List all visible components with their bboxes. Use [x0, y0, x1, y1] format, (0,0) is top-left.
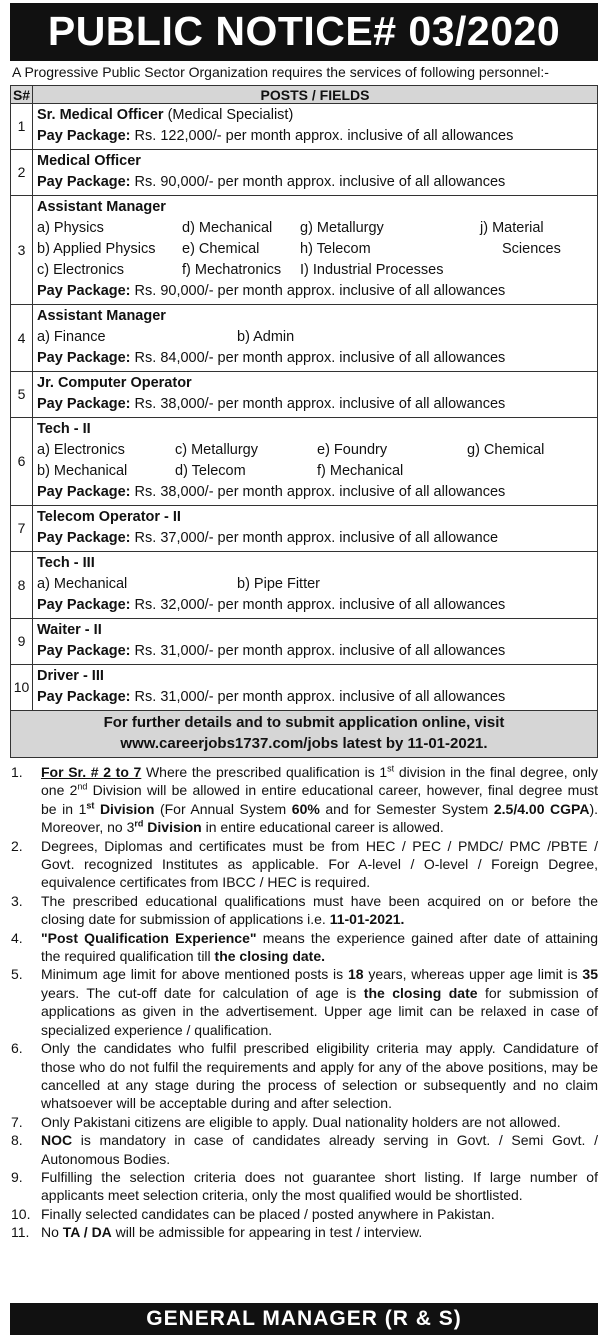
field-list [37, 574, 593, 595]
field-item: f) Mechatronics [182, 262, 282, 278]
pay-package [37, 281, 593, 302]
post-title [37, 105, 593, 126]
pay-label: Pay Package: [37, 530, 131, 546]
post-title: Jr. Computer Operator [37, 375, 192, 391]
intro-text: A Progressive Public Sector Organization requires the services of following personnel:- [12, 64, 549, 80]
post-title: Driver - III [37, 668, 104, 684]
posts-table [10, 85, 598, 758]
note-text: No TA / DA will be admissible for appearing in test / interview. [41, 1224, 423, 1241]
pay-value: Rs. 32,000/- per month approx. inclusive of all allowances [134, 597, 506, 613]
pay-label: Pay Package: [37, 128, 131, 144]
post-spec: (Medical Specialist) [167, 107, 294, 123]
note-text: Degrees, Diplomas and certificates must be from HEC / PEC / PMDC/ PMC /PBTE / Govt. recognized Institutes as applicable. For A-level / O-level / Foreign Degree, equivalence certificates from IBCC / HEC is required. [41, 837, 598, 891]
pay-package [37, 126, 593, 147]
field-list [37, 327, 593, 348]
field-item: c) Metallurgy [175, 442, 258, 458]
note-item [10, 1168, 598, 1205]
field-item: Sciences [502, 241, 561, 257]
row-sn: 8 [11, 552, 33, 619]
field-item: j) Material [480, 220, 544, 236]
pay-label: Pay Package: [37, 484, 131, 500]
note-number: 1. [11, 764, 23, 780]
pay-value: Rs. 31,000/- per month approx. inclusive of all allowances [134, 643, 506, 659]
note-number: 2. [11, 837, 23, 854]
pay-value: Rs. 122,000/- per month approx. inclusive of all allowances [134, 128, 514, 144]
pay-label: Pay Package: [37, 396, 131, 412]
post-title-text: Sr. Medical Officer [37, 107, 164, 123]
post-title: Assistant Manager [37, 308, 166, 324]
pay-package [37, 394, 593, 415]
field-item: g) Chemical [467, 442, 545, 458]
row-sn: 1 [11, 104, 33, 150]
note-number: 8. [11, 1132, 23, 1149]
pay-package [37, 172, 593, 193]
table-row [11, 506, 598, 552]
note-number: 4. [11, 929, 23, 946]
table-row [11, 665, 598, 711]
field-list [37, 218, 593, 281]
pay-label: Pay Package: [37, 283, 131, 299]
note-item [10, 1113, 598, 1131]
table-row [11, 196, 598, 305]
field-item: d) Telecom [175, 463, 246, 479]
pay-package [37, 528, 593, 549]
field-item: e) Chemical [182, 241, 260, 257]
row-sn: 5 [11, 372, 33, 418]
row-sn: 4 [11, 305, 33, 372]
row-sn: 10 [11, 665, 33, 711]
table-header-row [11, 86, 598, 104]
pay-label: Pay Package: [37, 689, 131, 705]
note-text: Minimum age limit for above mentioned posts is 18 years, whereas upper age limit is 35 years. The cut-off date for calculation of age is the closing date for submission of applications as given in the advertisement. Upper age limit can be relaxed in case of specialized experience / qualification. [41, 966, 598, 1038]
note-number: 10. [11, 1205, 31, 1222]
post-title: Tech - II [37, 421, 91, 437]
note-text: For Sr. # 2 to 7 Where the prescribed qualification is 1st division in the final degree, only one 2nd Division will be allowed in entire educational career, however, final degree must be in 1st Division (For Annual System 60% and for Semester System 2.5/4.00 CGPA). Moreover, no 3rd Division in entire educational career is allowed. [41, 763, 599, 836]
note-number: 11. [11, 1224, 30, 1241]
note-number: 5. [11, 966, 23, 983]
note-number: 7. [11, 1113, 23, 1130]
note-text: "Post Qualification Experience" means the experience gained after date of attaining the required qualification till the closing date. [41, 929, 599, 965]
pay-value: Rs. 37,000/- per month approx. inclusive of all allowance [134, 530, 499, 546]
field-item: h) Telecom [300, 241, 371, 257]
post-title: Medical Officer [37, 153, 141, 169]
note-item [10, 1131, 598, 1168]
col-header-sn: S# [11, 86, 33, 104]
pay-label: Pay Package: [37, 174, 131, 190]
field-item: f) Mechanical [317, 463, 404, 479]
note-text: NOC is mandatory in case of candidates already serving in Govt. / Semi Govt. / Autonomous Bodies. [41, 1132, 598, 1167]
notice-title: PUBLIC NOTICE# 03/2020 [10, 3, 598, 61]
pay-value: Rs. 38,000/- per month approx. inclusive of all allowances [134, 484, 506, 500]
notes-list [10, 763, 598, 1242]
notice-page [0, 3, 608, 1335]
table-row [11, 552, 598, 619]
note-text: The prescribed educational qualifications must have been acquired on or before the closing date for submission of applications i.e. 11-01-2021. [41, 892, 598, 928]
table-row [11, 150, 598, 196]
row-sn: 6 [11, 418, 33, 506]
field-item: b) Admin [237, 329, 295, 345]
field-item: a) Electronics [37, 442, 125, 458]
table-row [11, 418, 598, 506]
field-item: I) Industrial Processes [300, 262, 444, 278]
field-item: a) Mechanical [37, 576, 128, 592]
table-row [11, 372, 598, 418]
pay-label: Pay Package: [37, 643, 131, 659]
note-item [10, 892, 598, 929]
field-item: b) Pipe Fitter [237, 576, 320, 592]
note-number: 6. [11, 1040, 23, 1057]
pay-value: Rs. 90,000/- per month approx. inclusive of all allowances [134, 283, 506, 299]
apply-url-line[interactable]: www.careerjobs1737.com/jobs latest by 11-01-2021. [120, 735, 488, 752]
table-row [11, 104, 598, 150]
note-text: Only the candidates who fulfil prescribed eligibility criteria may apply. Candidature of those who do not fulfil the requirements and apply for any of the above positions, may be cancelled at any stage during the process of selection or subsequently and no claim whatsoever will be acceptable during and after selection. [41, 1040, 598, 1112]
field-item: g) Metallurgy [300, 220, 384, 236]
post-title: Waiter - II [37, 622, 102, 638]
pay-package [37, 595, 593, 616]
field-list [37, 440, 593, 482]
row-sn: 7 [11, 506, 33, 552]
field-item [467, 461, 567, 482]
note-number: 9. [11, 1168, 23, 1185]
field-item: a) Physics [37, 220, 104, 236]
apply-instructions-row [11, 711, 598, 758]
note-text: Only Pakistani citizens are eligible to apply. Dual nationality holders are not allowed. [41, 1113, 561, 1130]
col-header-posts: POSTS / FIELDS [33, 86, 598, 104]
field-item: a) Finance [37, 329, 106, 345]
pay-value: Rs. 84,000/- per month approx. inclusive of all allowances [134, 350, 506, 366]
note-item [10, 929, 598, 966]
field-item [480, 260, 575, 281]
note-item [10, 965, 598, 1039]
post-title: Telecom Operator - II [37, 509, 181, 525]
row-sn: 2 [11, 150, 33, 196]
pay-package [37, 687, 593, 708]
field-item: c) Electronics [37, 262, 125, 278]
pay-label: Pay Package: [37, 597, 131, 613]
pay-package [37, 348, 593, 369]
note-item [10, 1205, 598, 1223]
pay-value: Rs. 38,000/- per month approx. inclusive of all allowances [134, 396, 506, 412]
field-item: b) Applied Physics [37, 241, 156, 257]
field-item: b) Mechanical [37, 463, 128, 479]
row-sn: 3 [11, 196, 33, 305]
table-row [11, 305, 598, 372]
pay-package [37, 482, 593, 503]
table-row [11, 619, 598, 665]
pay-label: Pay Package: [37, 350, 131, 366]
note-text: Fulfilling the selection criteria does not guarantee short listing. If large number of applicants meet selection criteria, only the most qualified would be shortlisted. [41, 1168, 598, 1204]
signatory-banner: GENERAL MANAGER (R & S) [10, 1303, 598, 1335]
note-number: 3. [11, 892, 23, 909]
row-sn: 9 [11, 619, 33, 665]
note-item [10, 763, 598, 837]
note-item [10, 837, 598, 892]
field-item: e) Foundry [317, 442, 388, 458]
field-item: d) Mechanical [182, 220, 273, 236]
pay-value: Rs. 31,000/- per month approx. inclusive of all allowances [134, 689, 506, 705]
pay-value: Rs. 90,000/- per month approx. inclusive of all allowances [134, 174, 506, 190]
apply-line: For further details and to submit application online, visit [103, 714, 505, 731]
note-item [10, 1039, 598, 1113]
note-item [10, 1223, 598, 1241]
pay-package [37, 641, 593, 662]
note-text: Finally selected candidates can be placed / posted anywhere in Pakistan. [41, 1205, 495, 1222]
post-title: Tech - III [37, 555, 95, 571]
post-title: Assistant Manager [37, 199, 166, 215]
